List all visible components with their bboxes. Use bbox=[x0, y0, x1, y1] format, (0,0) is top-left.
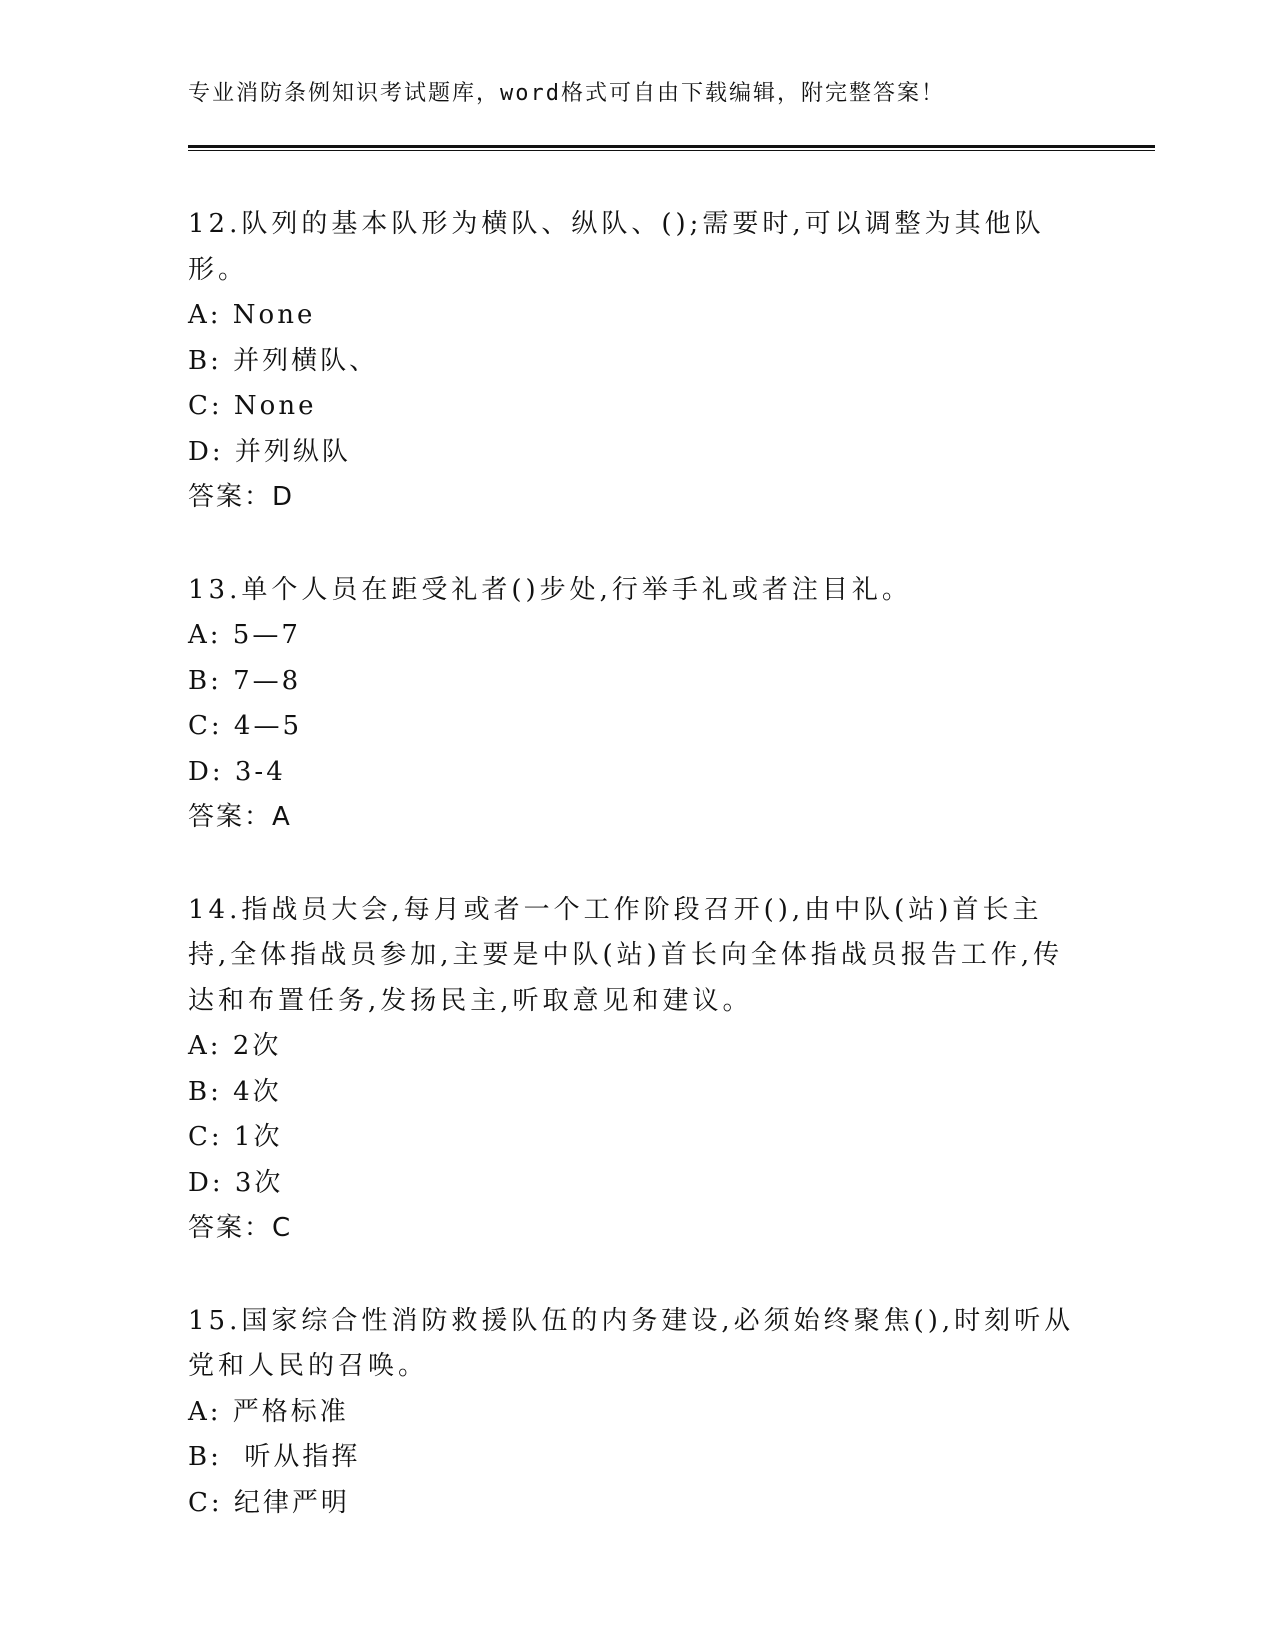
question-14 bbox=[188, 888, 1088, 1252]
question-stem: 14.指战员大会,每月或者一个工作阶段召开(),由中队(站)首长主 持,全体指战员参加,主要是中队(站)首长向全体指战员报告工作,传达和布置任务,发扬民主,听取意见和建议。 bbox=[188, 894, 1064, 1016]
question-12 bbox=[188, 202, 1088, 521]
question-13 bbox=[188, 568, 1088, 841]
question-stem: 13.单个人员在距受礼者()步处,行举手礼或者注目礼。 bbox=[188, 574, 912, 605]
option-a: A: None bbox=[188, 300, 316, 330]
question-list bbox=[188, 202, 1088, 1573]
header-divider bbox=[188, 145, 1155, 151]
option-d: D: 并列纵队 bbox=[188, 436, 351, 467]
option-c: C: None bbox=[188, 391, 317, 421]
question-stem: 12.队列的基本队形为横队、纵队、();需要时,可以调整为其他队形。 bbox=[188, 209, 1045, 285]
page-header: 专业消防条例知识考试题库，word格式可自由下载编辑，附完整答案！ bbox=[188, 81, 945, 106]
question-stem: 15.国家综合性消防救援队伍的内务建设,必须始终聚焦(),时刻听从党和人民的召唤。 bbox=[188, 1305, 1075, 1381]
option-c: C: 1次 bbox=[188, 1122, 283, 1152]
option-b: B: 听从指挥 bbox=[188, 1442, 361, 1472]
option-b: B: 4次 bbox=[188, 1076, 282, 1107]
answer-line: 答案：D bbox=[188, 482, 295, 512]
option-a: A: 2次 bbox=[188, 1031, 282, 1061]
option-d: D: 3-4 bbox=[188, 756, 286, 787]
answer-line: 答案：A bbox=[188, 802, 292, 832]
option-c: C: 4—5 bbox=[188, 711, 303, 741]
question-15 bbox=[188, 1299, 1088, 1527]
option-b: B: 7—8 bbox=[188, 665, 302, 696]
option-a: A: 严格标准 bbox=[188, 1396, 349, 1427]
answer-line: 答案：C bbox=[188, 1213, 293, 1243]
option-a: A: 5—7 bbox=[188, 620, 301, 650]
option-d: D: 3次 bbox=[188, 1167, 284, 1198]
option-b: B: 并列横队、 bbox=[188, 345, 379, 376]
option-c: C: 纪律严明 bbox=[188, 1487, 350, 1518]
